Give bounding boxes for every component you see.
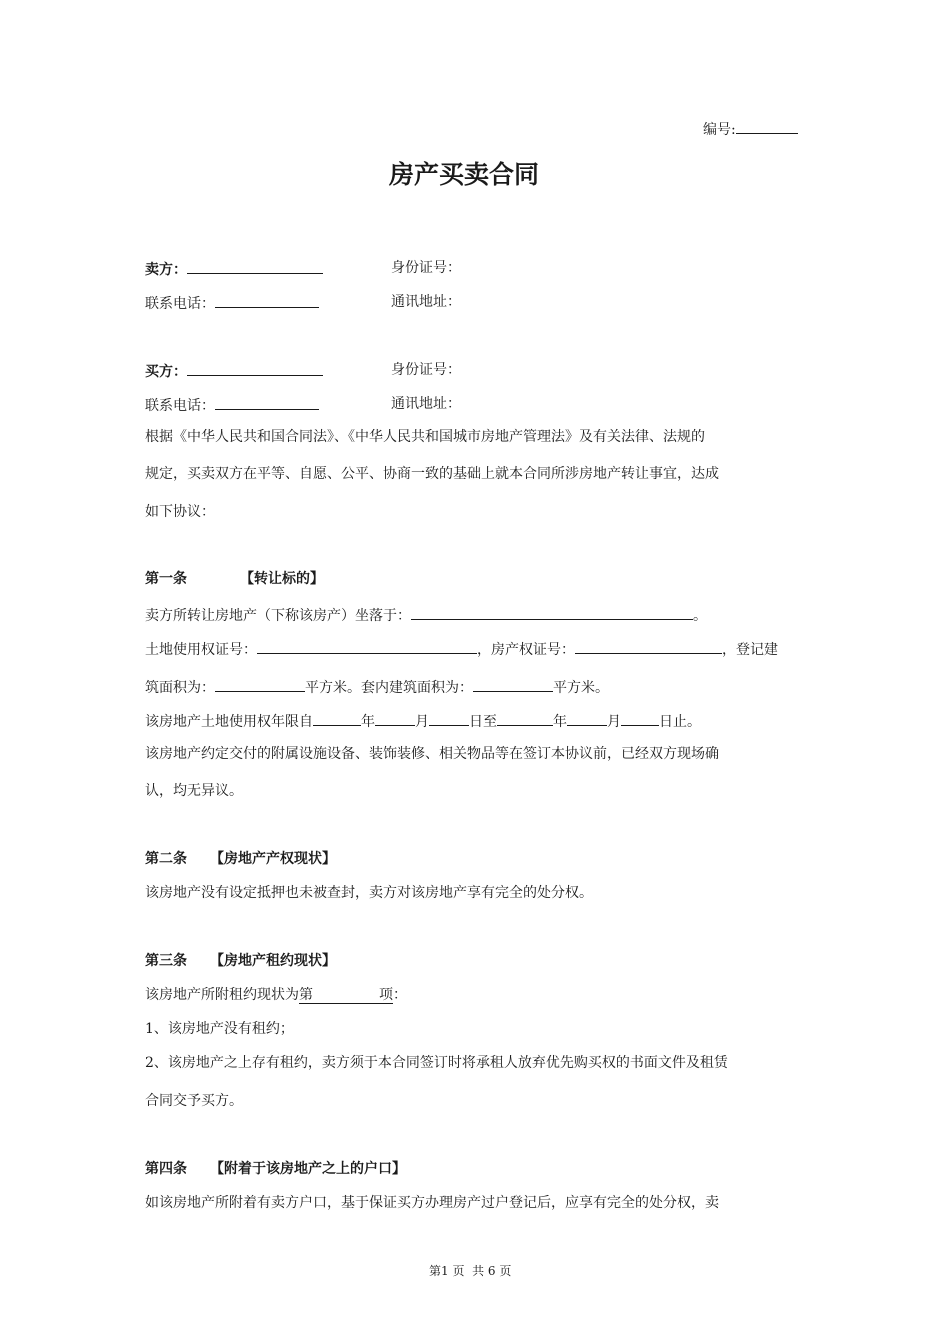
seller-phone-blank[interactable] — [215, 293, 319, 308]
building-area-blank[interactable] — [215, 677, 305, 692]
seller-field — [145, 259, 323, 279]
article-2-number: 第二条 — [145, 851, 187, 867]
land-cert-blank[interactable] — [257, 639, 477, 654]
article-1-number: 第一条 — [145, 571, 187, 587]
article-4-number: 第四条 — [145, 1161, 187, 1177]
inner-area-blank[interactable] — [473, 677, 553, 692]
start-month-blank[interactable] — [375, 711, 415, 726]
start-day-blank[interactable] — [429, 711, 469, 726]
article-1-cert-line: 土地使用权证号： ，房产权证号： ，登记建 — [145, 639, 778, 659]
page-number: 1 — [441, 1264, 449, 1278]
preamble-line: 如下协议： — [145, 504, 215, 520]
article-1-heading: 【转让标的】 — [240, 571, 324, 587]
seller-phone-field — [145, 293, 319, 313]
location-blank[interactable] — [411, 605, 693, 620]
buyer-phone-label: 联系电话： — [145, 398, 215, 414]
seller-id-label: 身份证号： — [391, 260, 461, 276]
article-3-number: 第三条 — [145, 953, 187, 969]
article-1-line: 认，均无异议。 — [145, 783, 243, 799]
seller-phone-label: 联系电话： — [145, 296, 215, 312]
end-year-blank[interactable] — [497, 711, 553, 726]
property-cert-blank[interactable] — [575, 639, 722, 654]
seller-blank[interactable] — [187, 259, 323, 274]
start-year-blank[interactable] — [313, 711, 361, 726]
article-1-line: 该房地产约定交付的附属设施设备、装饰装修、相关物品等在签订本协议前，已经双方现场确 — [145, 746, 719, 762]
article-2-line: 该房地产没有设定抵押也未被查封，卖方对该房地产享有完全的处分权。 — [145, 885, 593, 901]
preamble-line: 根据《中华人民共和国合同法》、《中华人民共和国城市房地产管理法》及有关法律、法规的 — [145, 429, 705, 445]
page-total: 6 — [487, 1264, 496, 1278]
article-1-area-line: 筑面积为： 平方米。套内建筑面积为： 平方米。 — [145, 677, 609, 697]
article-4-heading: 【附着于该房地产之上的户口】 — [210, 1161, 406, 1177]
article-3-line: 2、该房地产之上存有租约，卖方须于本合同签订时将承租人放弃优先购买权的书面文件及租赁 — [145, 1055, 728, 1071]
buyer-blank[interactable] — [187, 361, 323, 376]
article-1-term-line: 该房地产土地使用权年限自 年 月 日至 年 月 日止。 — [145, 711, 701, 731]
buyer-field — [145, 361, 323, 381]
end-month-blank[interactable] — [567, 711, 607, 726]
serial-blank[interactable] — [736, 119, 798, 134]
article-3-line: 1、该房地产没有租约； — [145, 1021, 294, 1037]
serial-number — [703, 119, 798, 139]
buyer-phone-blank[interactable] — [215, 395, 319, 410]
seller-address-label: 通讯地址： — [391, 294, 461, 310]
article-4-line: 如该房地产所附着有卖方户口，基于保证买方办理房产过户登记后，应享有完全的处分权，卖 — [145, 1195, 719, 1211]
preamble-line: 规定，买卖双方在平等、自愿、公平、协商一致的基础上就本合同所涉房地产转让事宜，达成 — [145, 466, 719, 482]
buyer-label: 买方： — [145, 364, 187, 380]
end-day-blank[interactable] — [621, 711, 659, 726]
page-footer: 第1 页 共 6 页 — [429, 1264, 512, 1278]
article-1-location-line: 卖方所转让房地产（下称该房产）坐落于： 。 — [145, 605, 707, 625]
buyer-phone-field — [145, 395, 319, 415]
article-2-heading: 【房地产产权现状】 — [210, 851, 336, 867]
article-3-heading: 【房地产租约现状】 — [210, 953, 336, 969]
buyer-address-label: 通讯地址： — [391, 396, 461, 412]
serial-label: 编号: — [703, 122, 736, 138]
article-3-line: 合同交予买方。 — [145, 1093, 243, 1109]
buyer-id-label: 身份证号： — [391, 362, 461, 378]
document-title: 房产买卖合同 — [389, 160, 540, 189]
lease-option-field[interactable]: 第 项 — [299, 987, 393, 1003]
article-3-lease-status-line: 该房地产所附租约现状为第 项： — [145, 987, 407, 1003]
seller-label: 卖方： — [145, 262, 187, 278]
